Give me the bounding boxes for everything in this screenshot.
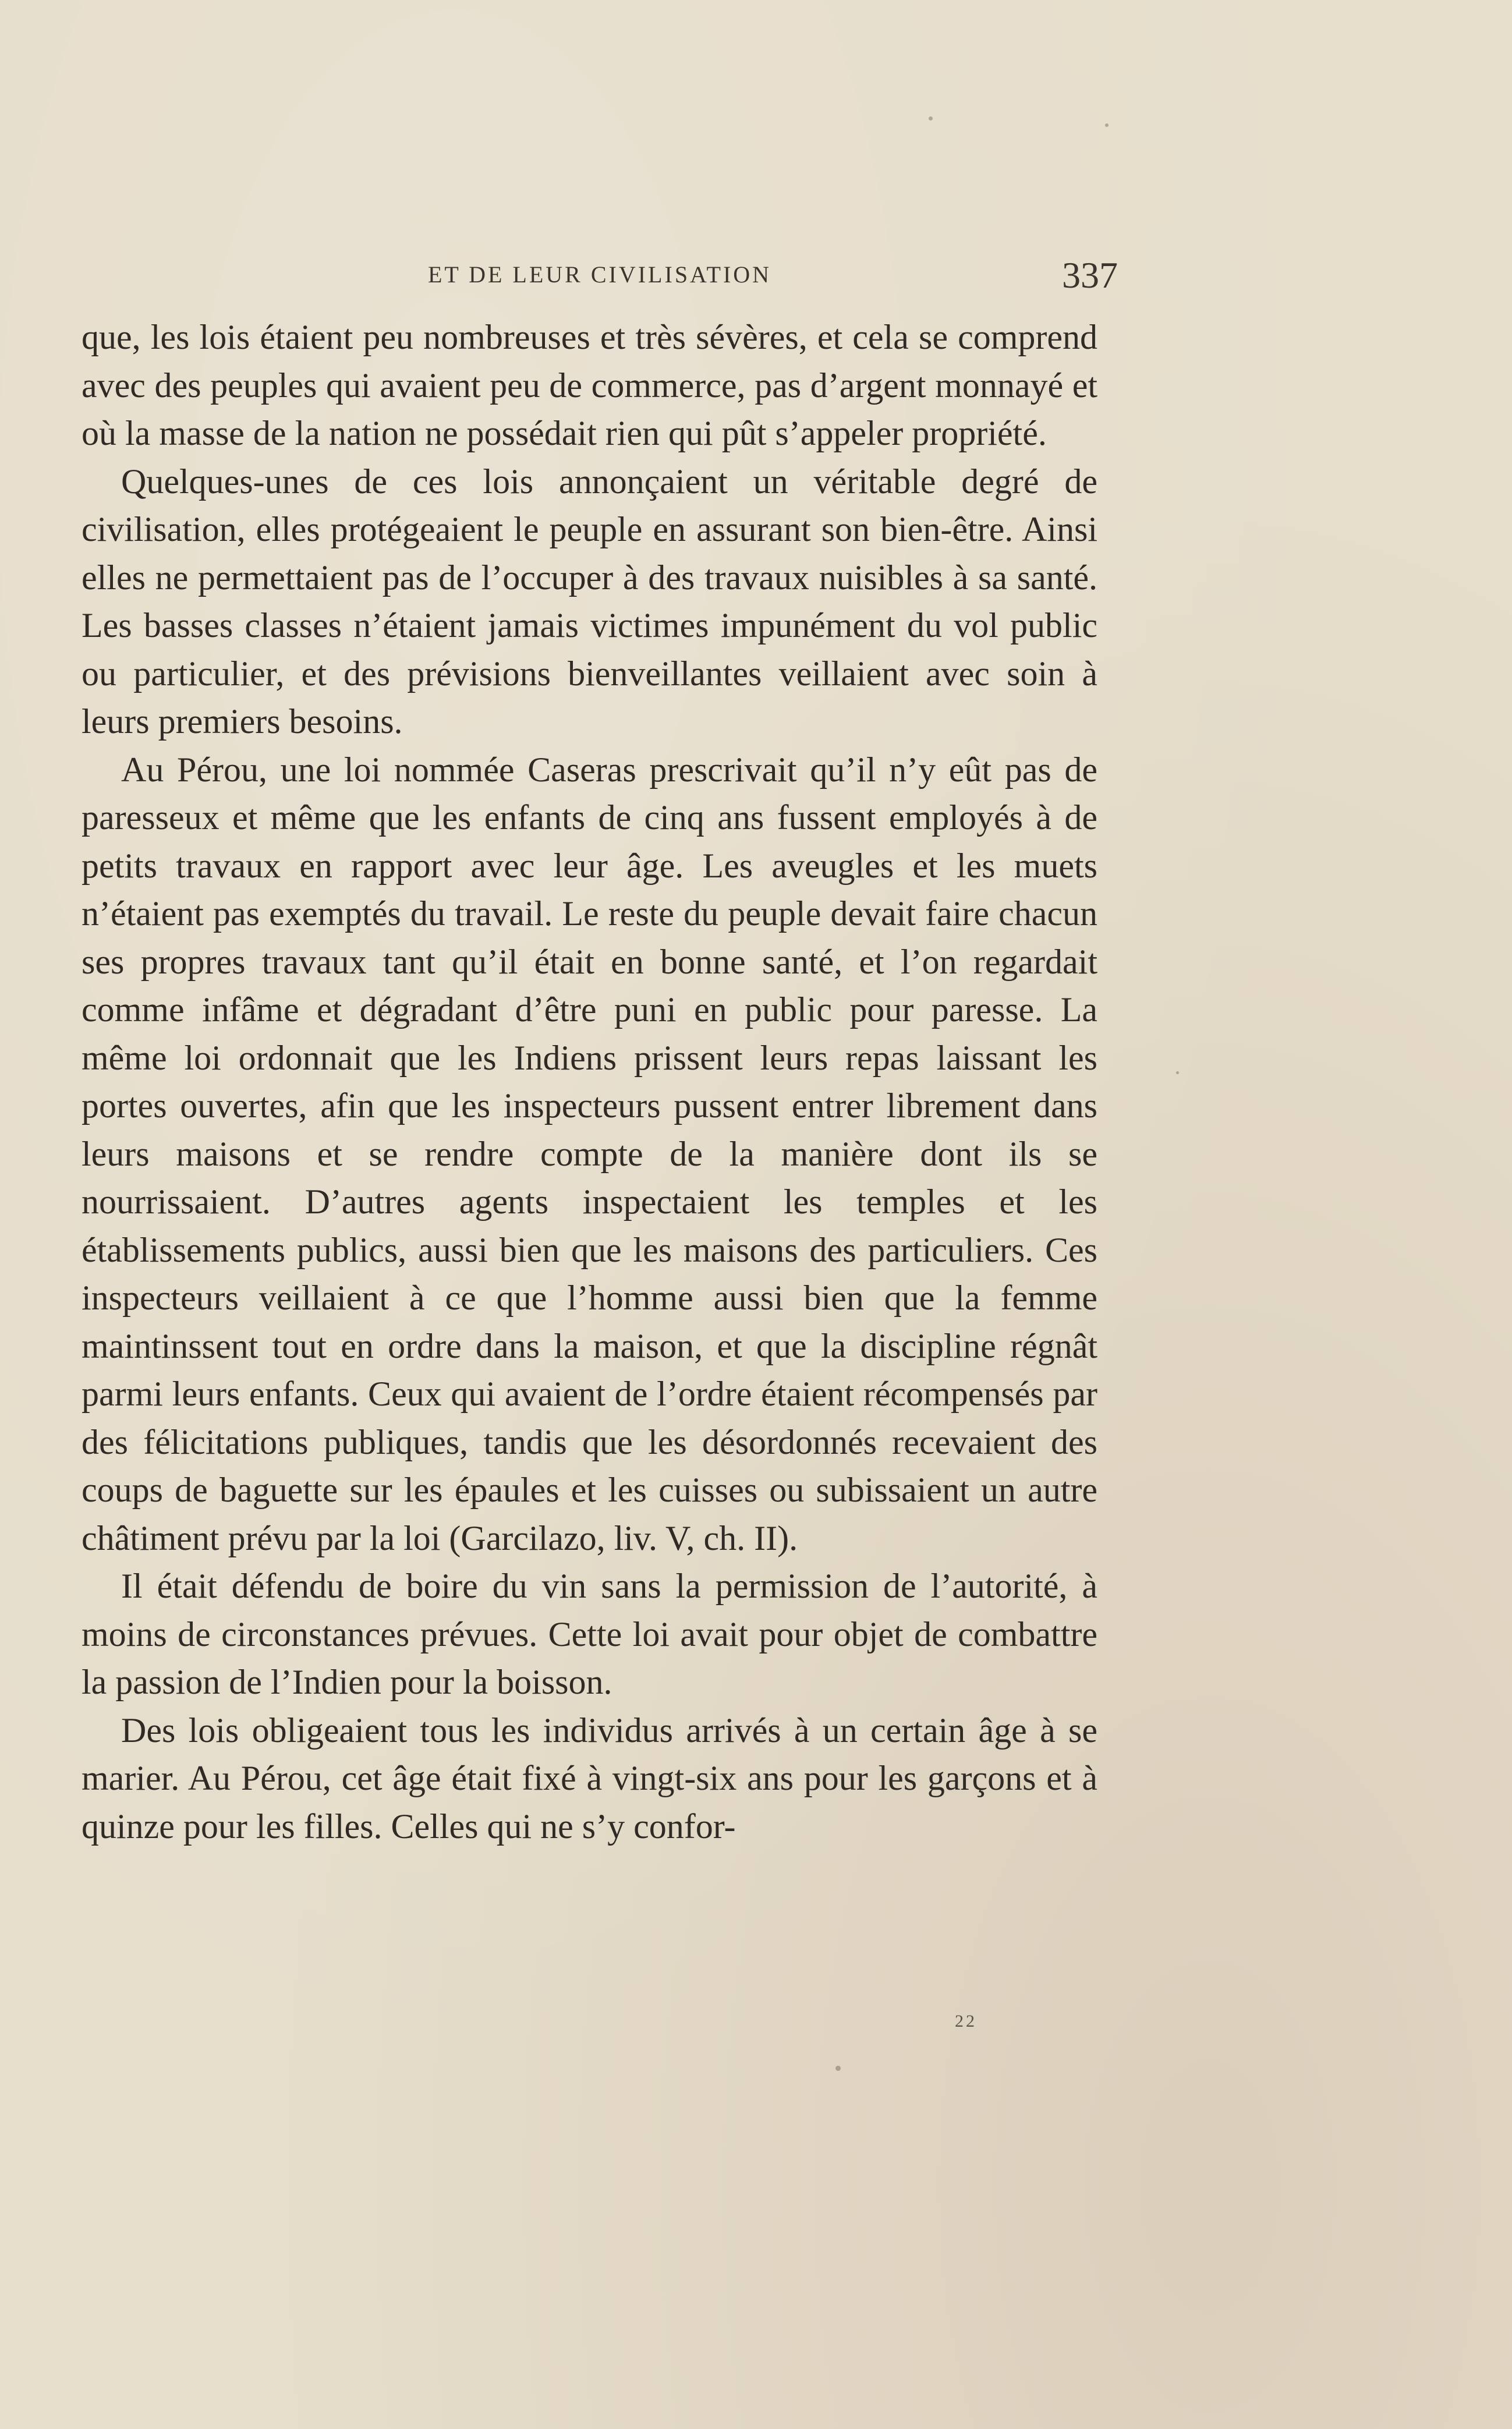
body-text [82,313,1097,1850]
paragraph-1: que, les lois étaient peu nombreuses et très sévères, et cela se comprend avec des peuples qui avaient peu de commerce, pas d’argent monnayé et où la masse de la nation ne possédait rien qui pût s’appeler propriété. [82,318,1097,452]
paper-speck [929,116,933,121]
running-head [82,256,1118,303]
signature-mark: 22 [955,2012,977,2031]
paragraph-5: Des lois obligeaient tous les individus arrivés à un certain âge à se marier. Au Pérou, cet âge était fixé à vingt-six ans pour les garçons et à quinze pour les filles. Celles qui ne s’y confor- [82,1711,1097,1846]
paragraph-4: Il était défendu de boire du vin sans la permission de l’autorité, à moins de circonstances prévues. Cette loi avait pour objet de combattre la passion de l’Indien pour la boisson. [82,1567,1097,1701]
paragraph-2: Quelques-unes de ces lois annonçaient un véritable degré de civilisation, elles protégeaient le peuple en assurant son bien-être. Ainsi elles ne permettaient pas de l’occuper à des travaux nuisibles à sa santé. Les basses classes n’étaient jamais victimes impunément du vol public ou particulier, et des prévisions bienveillantes veillaient avec soin à leurs premiers besoins. [82,462,1097,741]
paper-speck [1105,123,1109,127]
running-title: ET DE LEUR CIVILISATION [427,261,772,288]
paragraph-3: Au Pérou, une loi nommée Caseras prescrivait qu’il n’y eût pas de paresseux et même que les enfants de cinq ans fussent employés à de petits travaux en rapport avec leur âge. Les aveugles et les muets n’étaient pas exemptés du travail. Le reste du peuple devait faire chacun ses propres travaux tant qu’il était en bonne santé, et l’on regardait comme infâme et dégradant d’être puni en public pour paresse. La même loi ordonnait que les Indiens prissent leurs repas laissant les portes ouvertes, afin que les inspecteurs pussent entrer librement dans leurs maisons et se rendre compte de la manière dont ils se nourrissaient. D’autres agents inspectaient les temples et les établissements publics, aussi bien que les maisons des particuliers. Ces inspecteurs veillaient à ce que l’homme aussi bien que la femme maintinssent tout en ordre dans la maison, et que la discipline régnât parmi leurs enfants. Ceux qui avaient de l’ordre étaient récompensés par des félicitations publiques, tandis que les désordonnés recevaient des coups de baguette sur les épaules et les cuisses ou subissaient un autre châtiment prévu par la loi (Garcilazo, liv. V, ch. II). [82,750,1097,1557]
page-number: 337 [1062,254,1118,296]
paper-speck [1176,1071,1179,1074]
paper-speck [835,2066,841,2071]
